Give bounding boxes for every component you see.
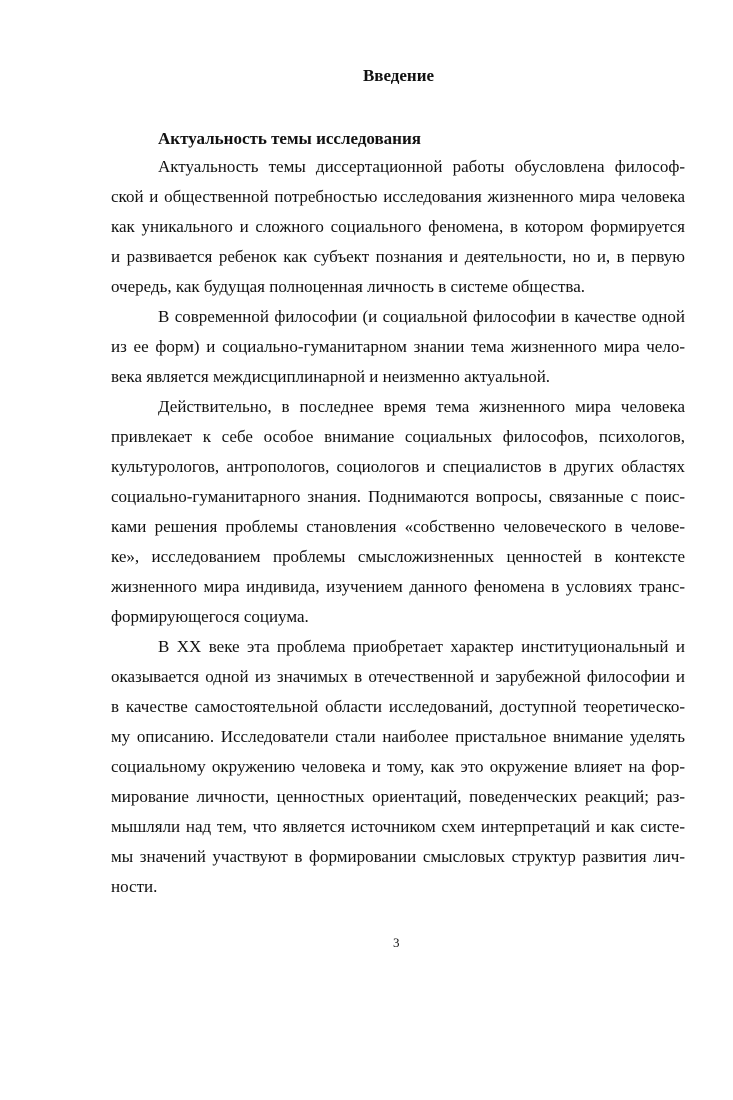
page-title: Введение bbox=[362, 66, 435, 85]
paragraph-4-line-5: социальному окружению человека и тому, как это окружение влияет на фор- bbox=[111, 757, 685, 776]
paragraph-3-line-7: жизненного мира индивида, изучением данного феномена в условиях транс- bbox=[111, 577, 685, 596]
paragraph-4-line-7: мышляли над тем, что является источником схем интерпретаций и как систе- bbox=[111, 817, 685, 836]
paragraph-3-line-6: ке», исследованием проблемы смысложизненных ценностей в контексте bbox=[111, 547, 685, 566]
paragraph-3-line-5: ками решения проблемы становления «собственно человеческого в челове- bbox=[111, 517, 685, 536]
section-heading: Актуальность темы исследования bbox=[158, 129, 421, 148]
paragraph-4-line-9: ности. bbox=[111, 877, 158, 896]
paragraph-4-line-4: му описанию. Исследователи стали наиболее пристальное внимание уделять bbox=[111, 727, 685, 746]
paragraph-4-line-2: оказывается одной из значимых в отечественной и зарубежной философии и bbox=[111, 667, 685, 686]
paragraph-4-line-8: мы значений участвуют в формировании смысловых структур развития лич- bbox=[111, 847, 685, 866]
paragraph-4-line-3: в качестве самостоятельной области исследований, доступной теоретическо- bbox=[111, 697, 685, 716]
paragraph-3-line-1: Действительно, в последнее время тема жизненного мира человека bbox=[158, 397, 685, 416]
paragraph-4-line-1: В XX веке эта проблема приобретает характер институциональный и bbox=[158, 637, 685, 656]
paragraph-1-line-1: Актуальность темы диссертационной работы обусловлена философ- bbox=[158, 157, 685, 176]
page-number: 3 bbox=[393, 935, 400, 950]
paragraph-4-line-6: мирование личности, ценностных ориентаций, поведенческих реакций; раз- bbox=[111, 787, 685, 806]
paragraph-3-line-2: привлекает к себе особое внимание социальных философов, психологов, bbox=[111, 427, 685, 446]
paragraph-2-line-3: века является междисциплинарной и неизменно актуальной. bbox=[111, 367, 551, 386]
paragraph-1-line-5: очередь, как будущая полноценная личность в системе общества. bbox=[111, 277, 586, 296]
paragraph-2-line-2: из ее форм) и социально-гуманитарном знании тема жизненного мира чело- bbox=[111, 337, 685, 356]
paragraph-2-line-1: В современной философии (и социальной философии в качестве одной bbox=[158, 307, 685, 326]
paragraph-3-line-3: культурологов, антропологов, социологов и специалистов в других областях bbox=[111, 457, 685, 476]
paragraph-1-line-3: как уникального и сложного социального феномена, в котором формируется bbox=[111, 217, 685, 236]
paragraph-1-line-4: и развивается ребенок как субъект познания и деятельности, но и, в первую bbox=[111, 247, 685, 266]
paragraph-3-line-8: формирующегося социума. bbox=[111, 607, 309, 626]
paragraph-1-line-2: ской и общественной потребностью исследования жизненного мира человека bbox=[111, 187, 685, 206]
paragraph-3-line-4: социально-гуманитарного знания. Поднимаются вопросы, связанные с поис- bbox=[111, 487, 685, 506]
